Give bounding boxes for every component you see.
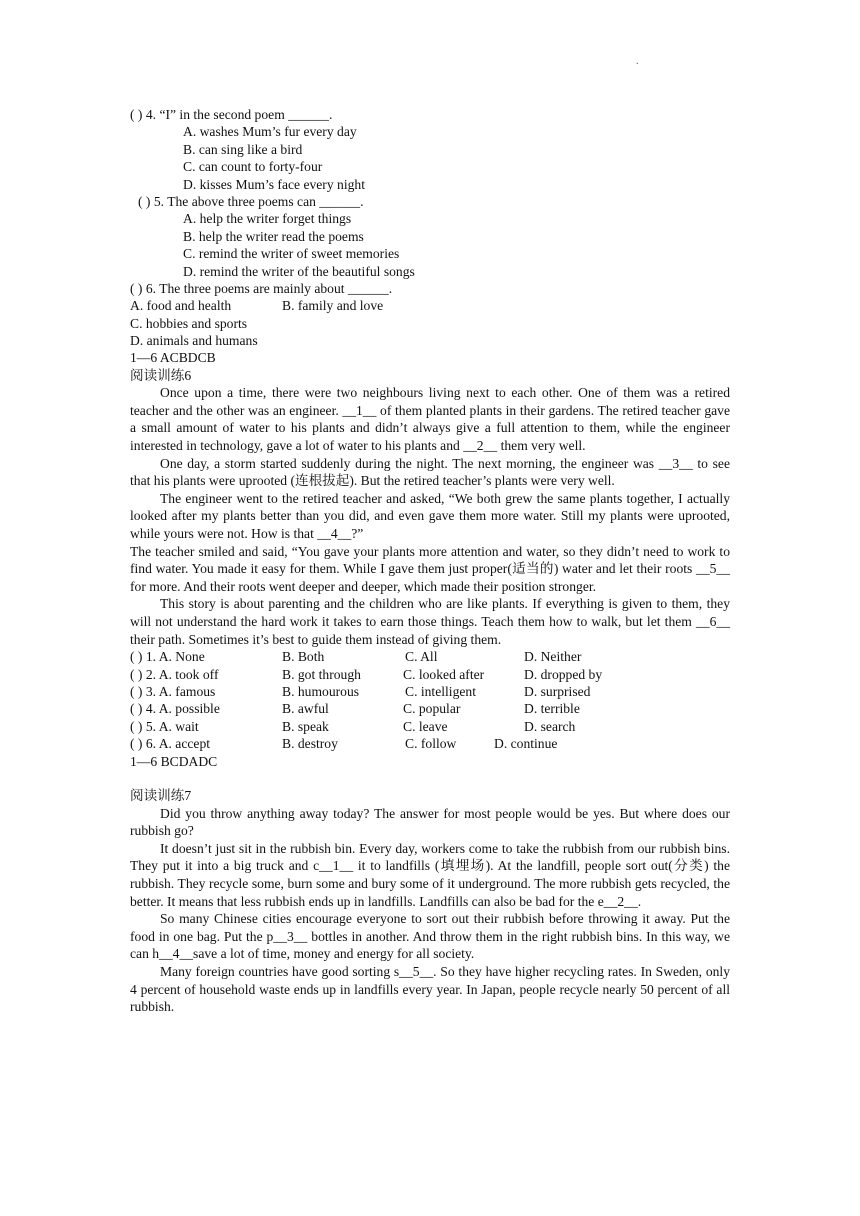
section6-paragraph: This story is about parenting and the children who are like plants. If everything is given to them, they will not understand the hard work it takes to earn those things. Teach them how to walk, but let them __6__ their path. Sometimes it’s best to guide them instead of giving them. xyxy=(130,596,730,647)
q4-stem: ( ) 4. “I” in the second poem ______. xyxy=(130,107,333,122)
question-num-a: ( ) 6. A. accept xyxy=(130,736,211,752)
option-b: B. destroy xyxy=(282,736,338,752)
section7-title: 阅读训练7 xyxy=(130,788,192,804)
q6-option-d: D. animals and humans xyxy=(130,333,258,349)
section7-paragraph: So many Chinese cities encourage everyone to sort out their rubbish before throwing it away. Put the food in one bag. Put the p__3__ bottles in another. And throw them in the right rubbish bins. In this way, we can h__4__save a lot of time, money and energy for all society. xyxy=(130,911,730,962)
section7-paragraph: Many foreign countries have good sorting s__5__. So they have higher recycling rates. In Sweden, only 4 percent of household waste ends up in landfills every year. In Japan, people recycle nearly 50 percent of all rubbish. xyxy=(130,964,730,1015)
section6-question xyxy=(130,718,730,735)
q5-stem: ( ) 5. The above three poems can ______. xyxy=(138,193,364,209)
section6-paragraph: The engineer went to the retired teacher and asked, “We both grew the same plants together, I actually looked after my plants better than you did, and even gave them more water. Still my plants were uprooted, while yours were not. How is that __4__?” xyxy=(130,490,730,541)
q4-option-b: B. can sing like a bird xyxy=(183,141,303,157)
section6-paragraph: One day, a storm started suddenly during the night. The next morning, the engineer was __3__ to see that his plants were uprooted (连根拔起). But the retired teacher’s plants were very well. xyxy=(130,455,730,489)
q5-option-d: D. remind the writer of the beautiful songs xyxy=(183,263,415,279)
section6-paragraph: Once upon a time, there were two neighbours living next to each other. One of them was a retired teacher and the other was an engineer. __1__ of them planted plants in their gardens. The retired teacher gave a small amount of water to his plants and didn’t always give a full attention to them, while the engineer interested in technology, gave a lot of water to his plants and __2__ them very well. xyxy=(130,385,730,454)
question-num-a: ( ) 4. A. possible xyxy=(130,701,220,717)
answer-key-5: 1—6 ACBDCB xyxy=(130,350,216,366)
section6-question xyxy=(130,666,730,683)
q4-option-a: A. washes Mum’s fur every day xyxy=(183,124,357,140)
section6-question xyxy=(130,700,730,717)
document-body xyxy=(130,106,730,1016)
q5-option-c: C. remind the writer of sweet memories xyxy=(183,246,400,262)
question-num-a: ( ) 3. A. famous xyxy=(130,683,216,699)
q6-option-a: A. food and health xyxy=(130,298,232,314)
option-c: C. popular xyxy=(403,701,461,717)
header-mark: . xyxy=(636,56,639,67)
section6-question xyxy=(130,648,730,665)
section6-title: 阅读训练6 xyxy=(130,367,192,383)
section7-paragraph: It doesn’t just sit in the rubbish bin. Every day, workers come to take the rubbish from our rubbish bins. They put it into a big truck and c__1__ it to landfills (填埋场). At the landfill, people sort out(分类) the rubbish. They recycle some, burn some and bury some of it underground. The more rubbish gets recycled, the better. It means that less rubbish ends up in landfills. Landfills can also be bad for the e__2__. xyxy=(130,840,730,909)
q6-stem: ( ) 6. The three poems are mainly about ______. xyxy=(130,280,393,296)
q5-option-a: A. help the writer forget things xyxy=(183,211,352,227)
option-c: C. follow xyxy=(405,736,457,752)
option-c: C. intelligent xyxy=(405,683,476,699)
option-b: B. Both xyxy=(282,649,325,665)
section6-question xyxy=(130,683,730,700)
option-b: B. awful xyxy=(282,701,329,717)
section6-answer-key: 1—6 BCDADC xyxy=(130,753,218,769)
option-d: D. terrible xyxy=(524,701,580,717)
section7-paragraph: Did you throw anything away today? The answer for most people would be yes. But where does our rubbish go? xyxy=(130,805,730,839)
q5-option-b: B. help the writer read the poems xyxy=(183,228,364,244)
option-d: D. search xyxy=(524,718,576,734)
option-c: C. All xyxy=(405,649,438,665)
question-num-a: ( ) 1. A. None xyxy=(130,649,205,665)
q6-options-row xyxy=(130,297,730,314)
option-d: D. Neither xyxy=(524,649,582,665)
q6-option-b: B. family and love xyxy=(282,298,384,314)
section6-question xyxy=(130,735,730,752)
option-b: B. got through xyxy=(282,666,361,682)
question-num-a: ( ) 5. A. wait xyxy=(130,718,199,734)
question-num-a: ( ) 2. A. took off xyxy=(130,666,219,682)
q4-option-c: C. can count to forty-four xyxy=(183,159,323,175)
option-c: C. looked after xyxy=(403,666,485,682)
option-b: B. speak xyxy=(282,718,329,734)
section6-paragraph: The teacher smiled and said, “You gave your plants more attention and water, so they didn’t need to work to find water. You made it easy for them. While I gave them just proper(适当的) water and let their roots __5__ for more. And their roots went deeper and deeper, which made their position stronger. xyxy=(130,543,730,594)
option-b: B. humourous xyxy=(282,683,360,699)
option-d: D. surprised xyxy=(524,683,591,699)
q4-option-d: D. kisses Mum’s face every night xyxy=(183,176,365,192)
option-d: D. continue xyxy=(494,736,558,752)
q6-option-c: C. hobbies and sports xyxy=(130,315,248,331)
option-c: C. leave xyxy=(403,718,448,734)
option-d: D. dropped by xyxy=(524,666,603,682)
